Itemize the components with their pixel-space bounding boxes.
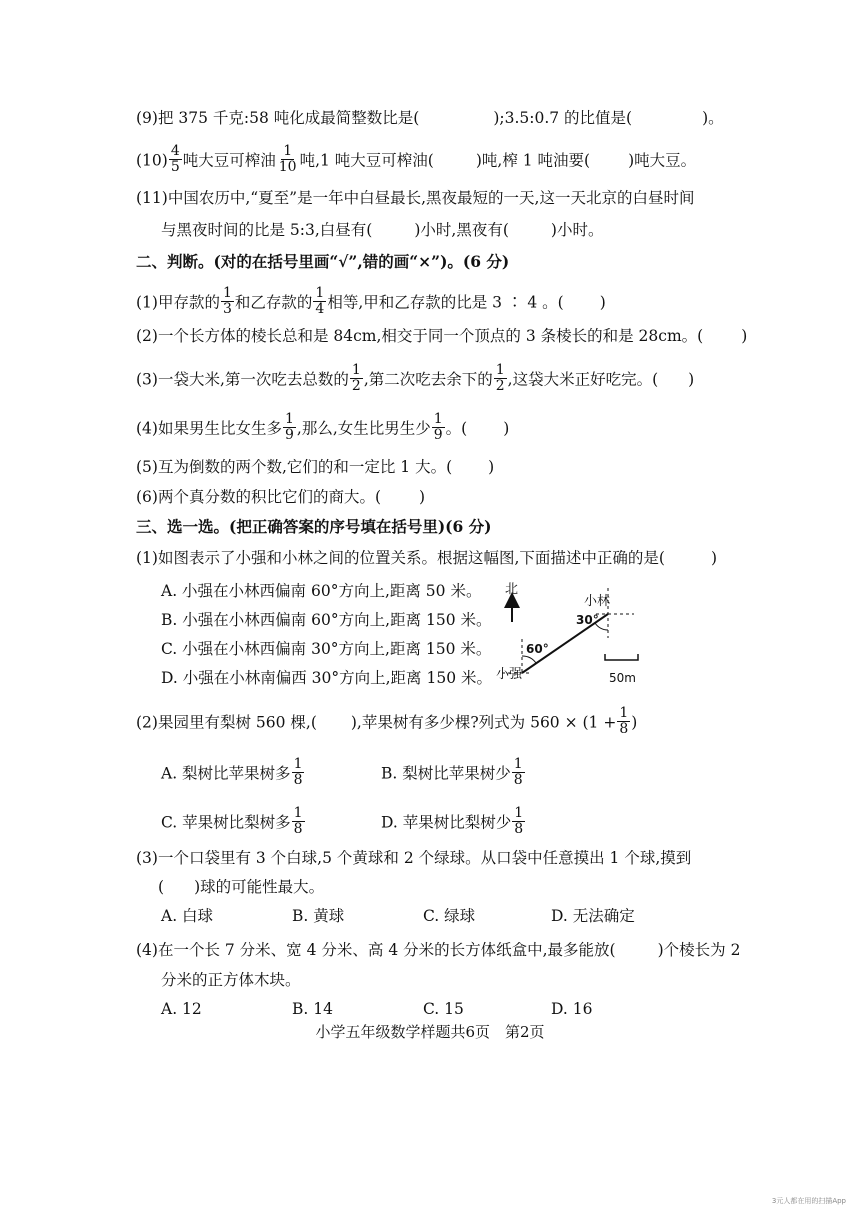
choice-3-option-d: D. 无法确定 — [551, 907, 635, 925]
choice-1-option-d: D. 小强在小林南偏西 30°方向上,距离 150 米。 — [161, 669, 492, 687]
choice-1: (1)如图表示了小强和小林之间的位置关系。根据这幅图,下面描述中正确的是( ) — [136, 549, 717, 567]
choice-1-option-b: B. 小强在小林西偏南 60°方向上,距离 150 米。 — [161, 611, 492, 629]
judge-6: (6)两个真分数的积比它们的商大。( ) — [136, 488, 426, 506]
choice-4-option-d: D. 16 — [551, 1000, 593, 1018]
direction-diagram — [488, 578, 648, 696]
fraction: $\frac{1}{3}$ — [222, 285, 232, 317]
choice-2-option-a: A. 梨树比苹果树多 $\frac{1}{8}$ — [161, 756, 303, 788]
choice-3-line1: (3)一个口袋里有 3 个白球,5 个黄球和 2 个绿球。从口袋中任意摸出 1 个球,摸到 — [136, 849, 692, 867]
choice-4-line1: (4)在一个长 7 分米、宽 4 分米、高 4 分米的长方体纸盒中,最多能放( )个棱长为 2 — [136, 941, 741, 959]
angle-60-label: 60° — [526, 642, 549, 656]
fraction: $\frac{1}{9}$ — [284, 411, 294, 443]
page-footer: 小学五年级数学样题共6页 第2页 — [315, 1023, 545, 1041]
section-3-title: 三、选一选。(把正确答案的序号填在括号里)(6 分) — [136, 517, 492, 536]
fraction: $\frac{1}{9}$ — [433, 411, 443, 443]
fraction: $\frac{1}{4}$ — [315, 285, 325, 317]
section-2-title: 二、判断。(对的在括号里画“√”,错的画“×”)。(6 分) — [136, 252, 510, 271]
angle-30-label: 30° — [576, 613, 599, 627]
choice-2: (2)果园里有梨树 560 棵,( ),苹果树有多少棵?列式为 560 × (1 + $\frac{1}{8}$ ) — [136, 705, 638, 737]
choice-1-option-a: A. 小强在小林西偏南 60°方向上,距离 50 米。 — [161, 582, 482, 600]
fraction: $\frac{1}{8}$ — [293, 805, 303, 837]
fraction: $\frac{1}{2}$ — [351, 362, 361, 394]
angle-60-arc — [522, 656, 536, 663]
choice-3-option-c: C. 绿球 — [423, 907, 476, 925]
fraction: $\frac{1}{8}$ — [513, 756, 523, 788]
choice-4-option-b: B. 14 — [292, 1000, 333, 1018]
choice-4-line2: 分米的正方体木块。 — [161, 971, 301, 989]
choice-4-option-c: C. 15 — [423, 1000, 464, 1018]
fraction: $\frac{1}{8}$ — [514, 805, 524, 837]
north-label: 北 — [505, 582, 519, 597]
judge-5: (5)互为倒数的两个数,它们的和一定比 1 大。( ) — [136, 458, 495, 476]
choice-4-option-a: A. 12 — [161, 1000, 202, 1018]
judge-3: (3)一袋大米,第一次吃去总数的 $\frac{1}{2}$ ,第二次吃去余下的 $\frac{1}{2}$ ,这袋大米正好吃完。( ) — [136, 362, 695, 394]
choice-3-line2: ( )球的可能性最大。 — [158, 878, 325, 896]
choice-3-option-b: B. 黄球 — [292, 907, 345, 925]
question-11-line2: 与黑夜时间的比是 5:3,白昼有( )小时,黑夜有( )小时。 — [161, 221, 604, 239]
scale-bar — [605, 654, 638, 660]
scale-label: 50m — [609, 671, 636, 685]
choice-1-option-c: C. 小强在小林西偏南 30°方向上,距离 150 米。 — [161, 640, 492, 658]
fraction: $\frac{1}{2}$ — [495, 362, 505, 394]
choice-2-option-b: B. 梨树比苹果树少 $\frac{1}{8}$ — [381, 756, 523, 788]
question-11-line1: (11)中国农历中,“夏至”是一年中白昼最长,黑夜最短的一天,这一天北京的白昼时间 — [136, 189, 695, 207]
judge-1: (1)甲存款的 $\frac{1}{3}$ 和乙存款的 $\frac{1}{4}$ 相等,甲和乙存款的比是 3 ∶ 4 。( ) — [136, 285, 606, 317]
choice-2-option-d: D. 苹果树比梨树少 $\frac{1}{8}$ — [381, 805, 524, 837]
xiaolin-label: 小林 — [584, 594, 611, 609]
choice-3-option-a: A. 白球 — [161, 907, 214, 925]
judge-2: (2)一个长方体的棱长总和是 84cm,相交于同一个顶点的 3 条棱长的和是 28cm。( ) — [136, 327, 748, 345]
scanner-watermark: 3元人都在用的扫描App — [771, 1197, 846, 1205]
fraction: $\frac{1}{10}$ — [278, 143, 297, 175]
fraction: $\frac{1}{8}$ — [293, 756, 303, 788]
fraction: $\frac{4}{5}$ — [170, 143, 180, 175]
judge-4: (4)如果男生比女生多 $\frac{1}{9}$ ,那么,女生比男生少 $\frac{1}{9}$ 。( ) — [136, 411, 510, 443]
fraction: $\frac{1}{8}$ — [619, 705, 629, 737]
choice-2-option-c: C. 苹果树比梨树多 $\frac{1}{8}$ — [161, 805, 303, 837]
question-10: (10) $\frac{4}{5}$ 吨大豆可榨油 $\frac{1}{10}$ 吨,1 吨大豆可榨油( )吨,榨 1 吨油要( )吨大豆。 — [136, 143, 697, 175]
question-9: (9)把 375 千克:58 吨化成最简整数比是( );3.5:0.7 的比值是( )。 — [136, 109, 724, 127]
xiaoqiang-label: 小强 — [496, 667, 523, 682]
